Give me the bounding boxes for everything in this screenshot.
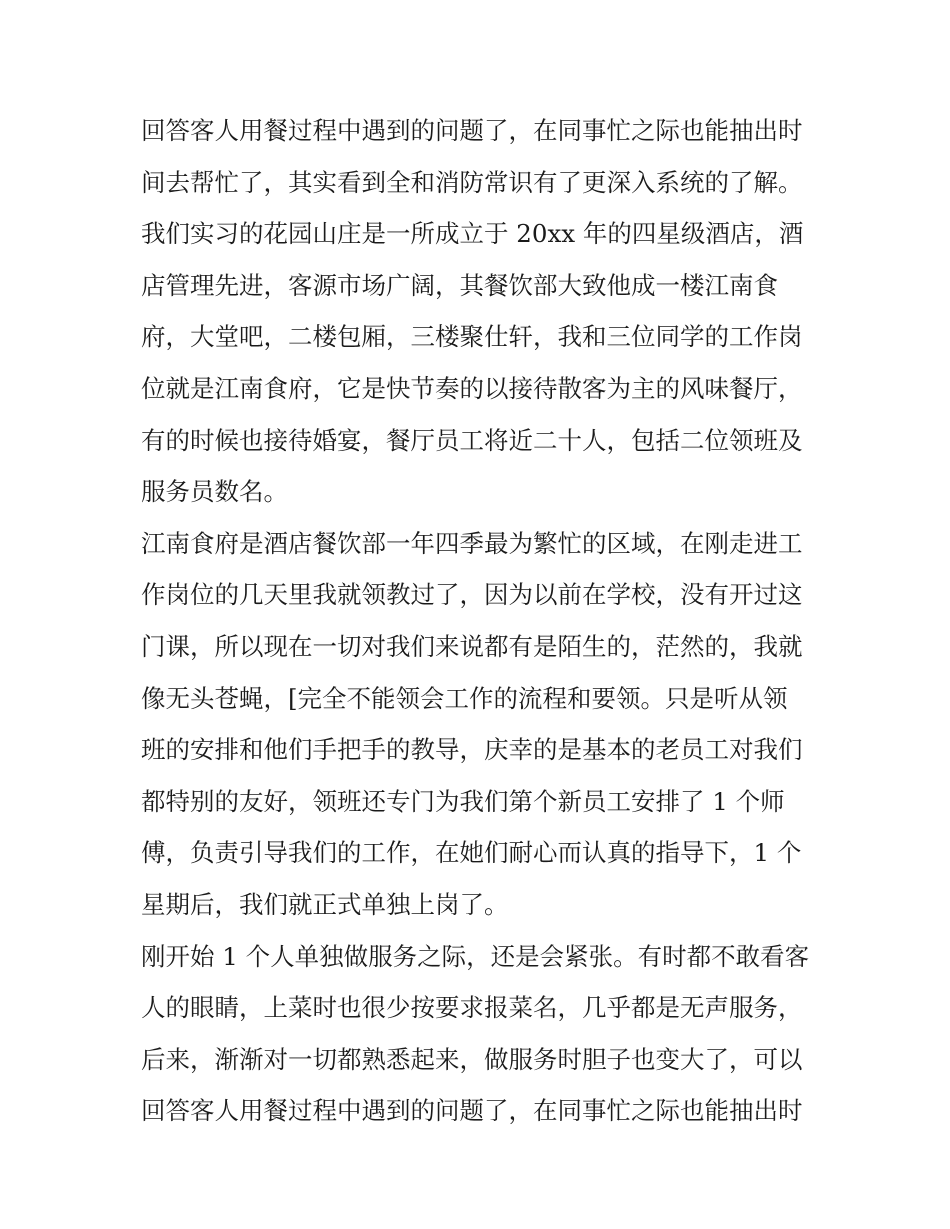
body-text [141, 105, 821, 1137]
text-line: 回答客人用餐过程中遇到的问题了，在同事忙之际也能抽出时 [141, 116, 803, 145]
text-line: 后来，渐渐对一切都熟悉起来，做服务时胆子也变大了，可以 [141, 1044, 803, 1074]
text-line: 班的安排和他们手把手的教导，庆幸的是基本的老员工对我们 [141, 735, 803, 765]
text-line: 有的时候也接待婚宴，餐厅员工将近二十人，包括二位领班及 [141, 425, 803, 455]
text-line: 门课，所以现在一切对我们来说都有是陌生的，茫然的，我就 [141, 631, 803, 661]
text-line: 我们实习的花园山庄是一所成立于 20xx 年的四星级酒店，酒 [141, 219, 804, 249]
text-line: 像无头苍蝇，[完全不能领会工作的流程和要领。只是听从领 [141, 683, 788, 713]
text-line: 店管理先进，客源市场广阔，其餐饮部大致他成一楼江南食 [141, 270, 778, 300]
text-line: 刚开始 1 个人单独做服务之际，还是会紧张。有时都不敢看客 [141, 941, 810, 971]
text-line: 都特别的友好，领班还专门为我们第个新员工安排了 1 个师 [141, 786, 785, 816]
text-line: 作岗位的几天里我就领教过了，因为以前在学校，没有开过这 [141, 580, 803, 610]
text-line: 位就是江南食府，它是快节奏的以接待散客为主的风味餐厅， [141, 373, 803, 403]
text-line: 傅，负责引导我们的工作，在她们耐心而认真的指导下，1 个 [141, 838, 802, 868]
text-line: 府，大堂吧，二楼包厢，三楼聚仕轩，我和三位同学的工作岗 [141, 322, 803, 352]
text-line: 星期后，我们就正式单独上岗了。 [141, 889, 509, 919]
text-line: 人的眼睛，上菜时也很少按要求报菜名，几乎都是无声服务， [141, 993, 803, 1023]
text-line: 间去帮忙了，其实看到全和消防常识有了更深入系统的了解。 [141, 167, 803, 197]
text-line: 江南食府是酒店餐饮部一年四季最为繁忙的区域，在刚走进工 [141, 528, 803, 558]
text-line: 回答客人用餐过程中遇到的问题了，在同事忙之际也能抽出时 [141, 1096, 803, 1126]
text-line: 服务员数名。 [141, 477, 288, 507]
